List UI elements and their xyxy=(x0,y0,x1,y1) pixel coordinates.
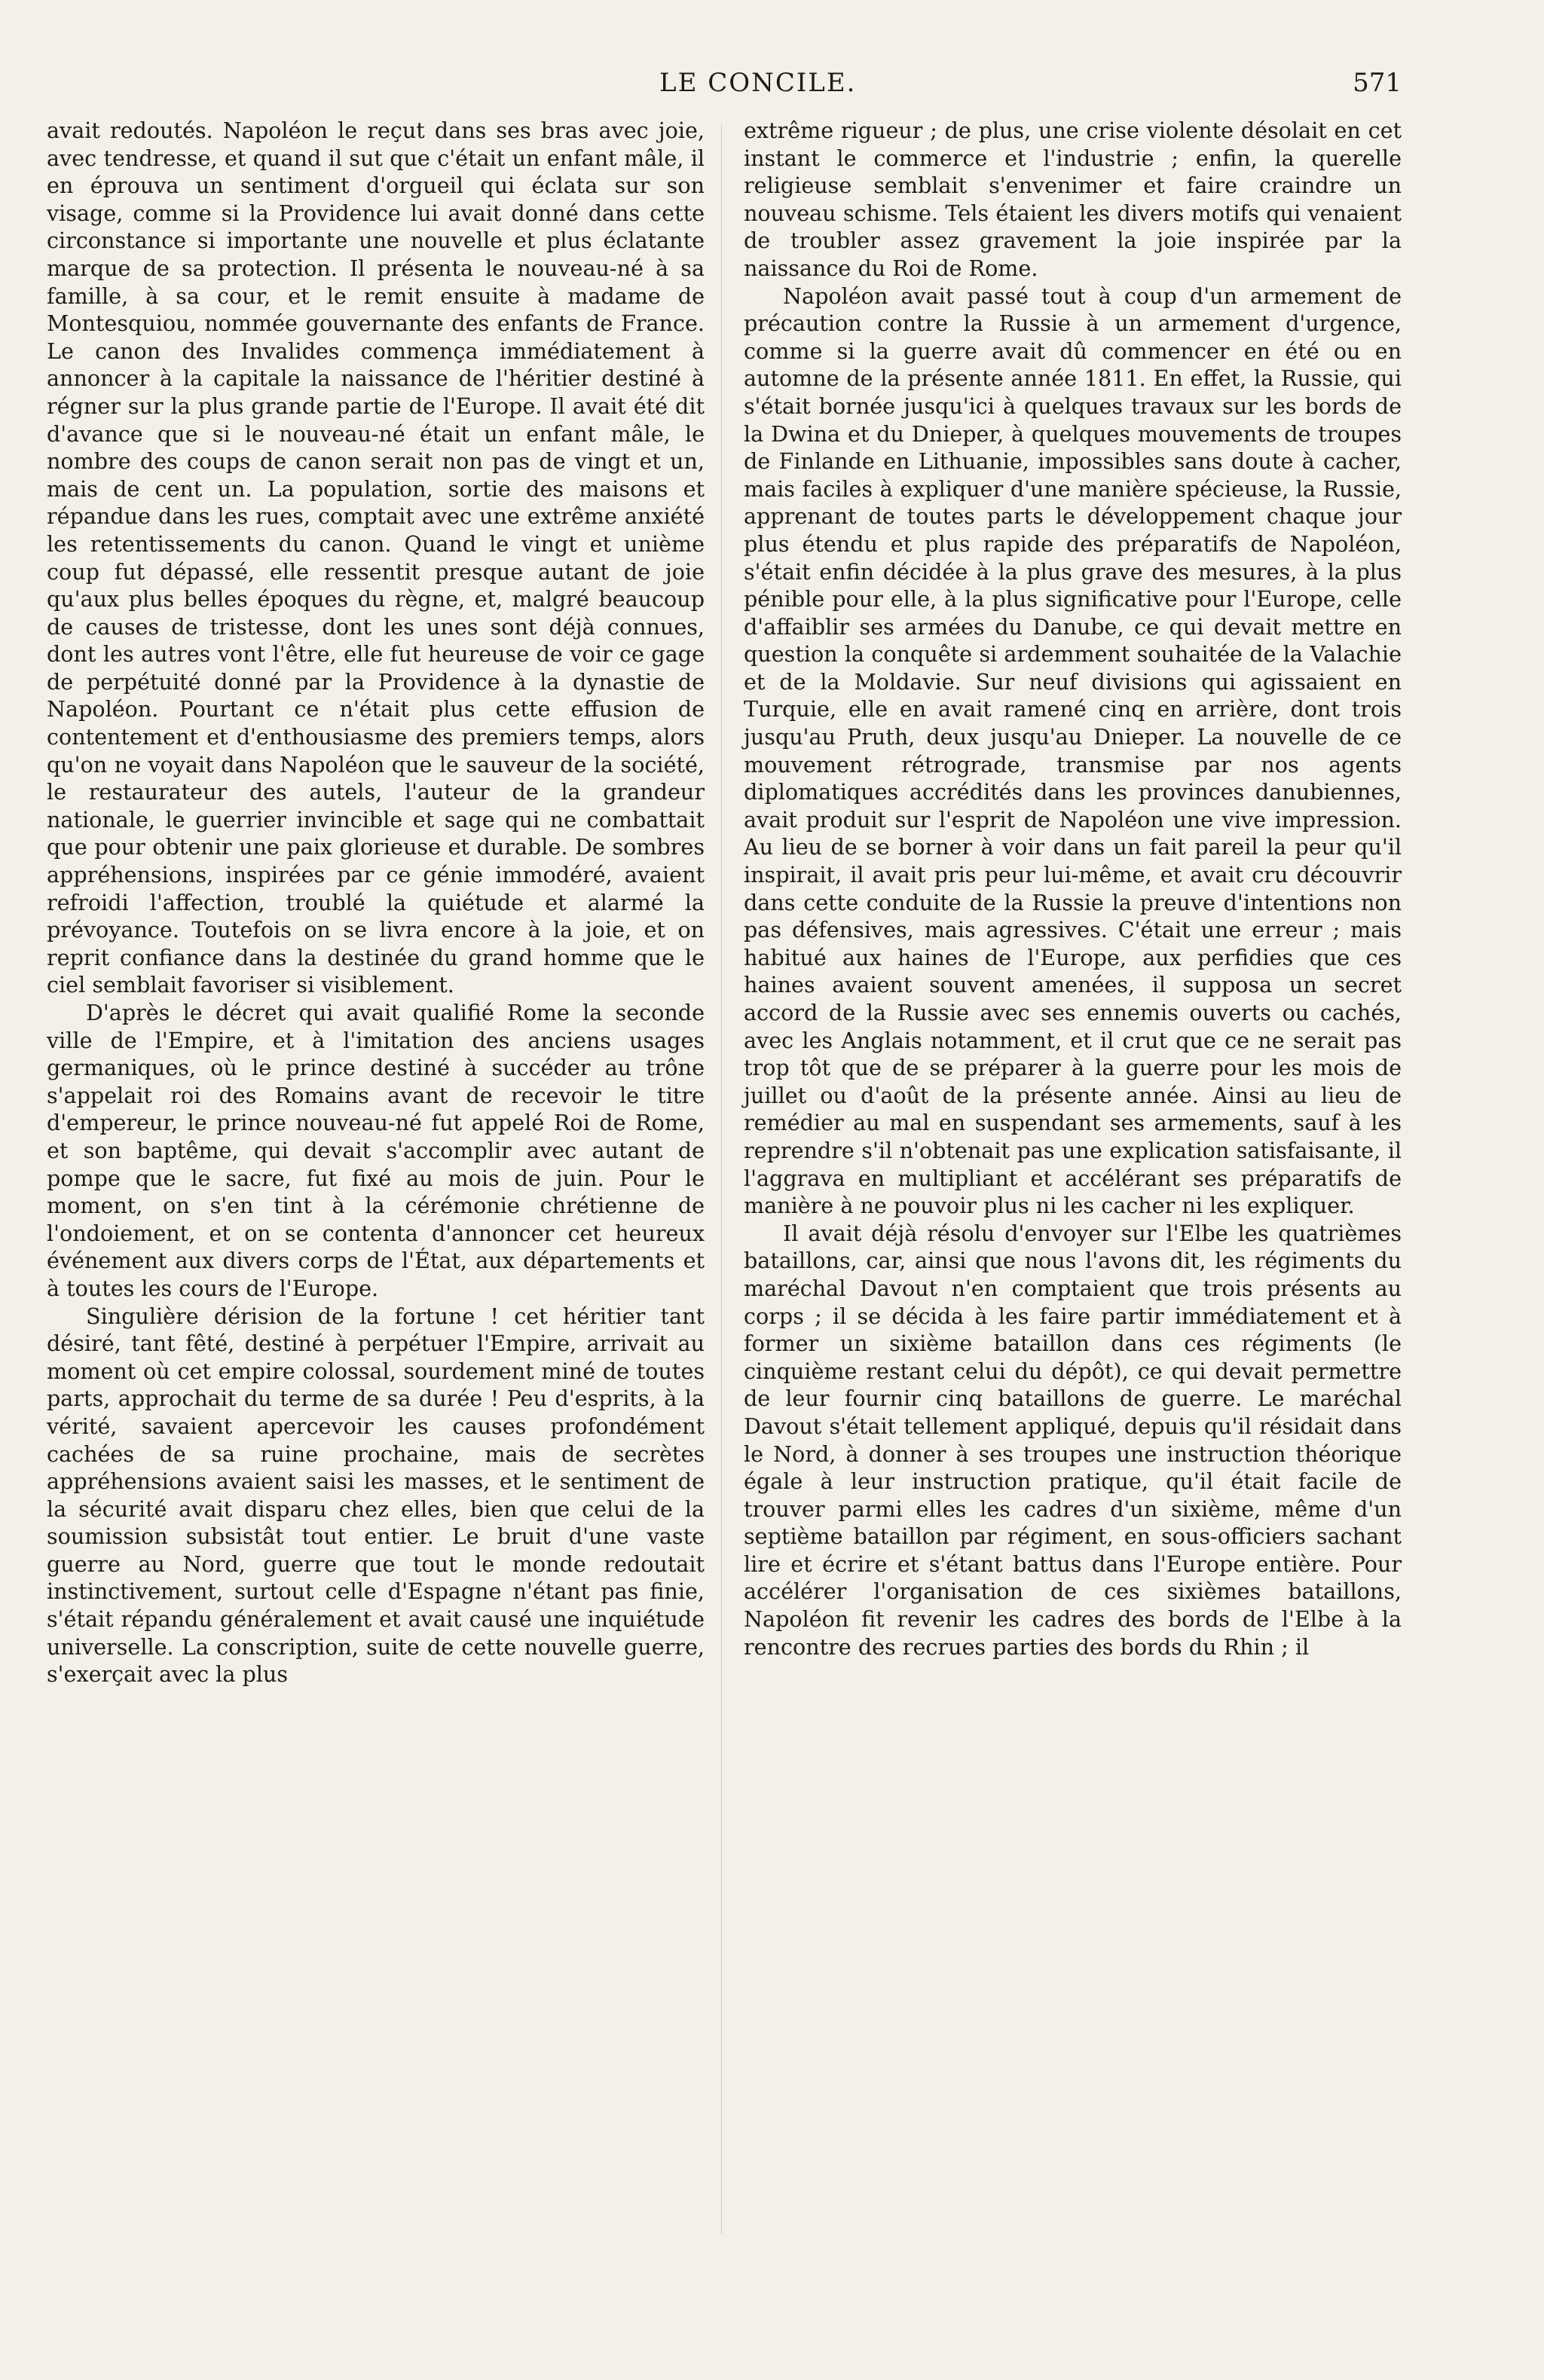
paragraph: Singulière dérision de la fortune ! cet héritier tant désiré, tant fêté, destiné à perpétuer l'Empire, arrivait au moment où cet empire colossal, sourdement miné de toutes parts, approchait du terme de sa durée ! Peu d'esprits, à la vérité, savaient apercevoir les causes profondément cachées de sa ruine prochaine, mais de secrètes appréhensions avaient saisi les masses, et le sentiment de la sécurité avait disparu chez elles, bien que celui de la soumission subsistât tout entier. Le bruit d'une vaste guerre au Nord, guerre que tout le monde redoutait instinctivement, surtout celle d'Espagne n'étant pas finie, s'était répandu généralement et avait causé une inquiétude universelle. La conscription, suite de cette nouvelle guerre, s'exerçait avec la plus xyxy=(47,1303,705,1688)
left-column xyxy=(47,117,705,1688)
paragraph: extrême rigueur ; de plus, une crise violente désolait en cet instant le commerce et l'industrie ; enfin, la querelle religieuse semblait s'envenimer et faire craindre un nouveau schisme. Tels étaient les divers motifs qui venaient de troubler assez gravement la joie inspirée par la naissance du Roi de Rome. xyxy=(744,118,1402,281)
running-title: LE CONCILE. xyxy=(659,68,857,98)
page-number: 571 xyxy=(1353,68,1402,98)
column-divider xyxy=(721,124,722,2234)
paragraph: D'après le décret qui avait qualifié Rome la seconde ville de l'Empire, et à l'imitation des anciens usages germaniques, où le prince destiné à succéder au trône s'appelait roi des Romains avant de recevoir le titre d'empereur, le prince nouveau-né fut appelé Roi de Rome, et son baptême, qui devait s'accomplir avec autant de pompe que le sacre, fut fixé au mois de juin. Pour le moment, on s'en tint à la cérémonie chrétienne de l'ondoiement, et on se contenta d'annoncer cet heureux événement aux divers corps de l'État, aux départements et à toutes les cours de l'Europe. xyxy=(47,1000,705,1301)
paragraph: Napoléon avait passé tout à coup d'un armement de précaution contre la Russie à un armement d'urgence, comme si la guerre avait dû commencer en été ou en automne de la présente année 1811. En effet, la Russie, qui s'était bornée jusqu'ici à quelques travaux sur les bords de la Dwina et du Dnieper, à quelques mouvements de troupes de Finlande en Lithuanie, impossibles sans doute à cacher, mais faciles à expliquer d'une manière spécieuse, la Russie, apprenant de toutes parts le développement chaque jour plus étendu et plus rapide des préparatifs de Napoléon, s'était enfin décidée à la plus grave des mesures, à la plus pénible pour elle, à la plus significative pour l'Europe, celle d'affaiblir ses armées du Danube, ce qui devait mettre en question la conquête si ardemment souhaitée de la Valachie et de la Moldavie. Sur neuf divisions qui agissaient en Turquie, elle en avait ramené cinq en arrière, dont trois jusqu'au Pruth, deux jusqu'au Dnieper. La nouvelle de ce mouvement rétrograde, transmise par nos agents diplomatiques accrédités dans les provinces danubiennes, avait produit sur l'esprit de Napoléon une vive impression. Au lieu de se borner à voir dans un fait pareil la peur qu'il inspirait, il avait pris peur lui-même, et avait cru découvrir dans cette conduite de la Russie la preuve d'intentions non pas défensives, mais agressives. C'était une erreur ; mais habitué aux haines de l'Europe, aux perfidies que ces haines avaient souvent amenées, il supposa un secret accord de la Russie avec ses ennemis ouverts ou cachés, avec les Anglais notamment, et il crut que ce ne serait pas trop tôt que de se préparer à la guerre pour les mois de juillet ou d'août de la présente année. Ainsi au lieu de remédier au mal en suspendant ses armements, sauf à les reprendre s'il n'obtenait pas une explication satisfaisante, il l'aggrava en multipliant et accélérant ses préparatifs de manière à ne pouvoir plus ni les cacher ni les expliquer. xyxy=(744,283,1402,1219)
paragraph: Il avait déjà résolu d'envoyer sur l'Elbe les quatrièmes bataillons, car, ainsi que nous l'avons dit, les régiments du maréchal Davout n'en comptaient que trois présents au corps ; il se décida à les faire partir immédiatement et à former un sixième bataillon dans ces régiments (le cinquième restant celui du dépôt), ce qui devait permettre de leur fournir cinq bataillons de guerre. Le maréchal Davout s'était tellement appliqué, depuis qu'il résidait dans le Nord, à donner à ses troupes une instruction théorique égale à leur instruction pratique, qu'il était facile de trouver parmi elles les cadres d'un sixième, même d'un septième bataillon par régiment, en sous-officiers sachant lire et écrire et s'étant battus dans l'Europe entière. Pour accélérer l'organisation de ces sixièmes bataillons, Napoléon fit revenir les cadres des bords de l'Elbe à la rencontre des recrues parties des bords du Rhin ; il xyxy=(744,1220,1402,1660)
page-header xyxy=(41,68,1402,113)
right-column xyxy=(744,117,1402,1661)
paragraph: avait redoutés. Napoléon le reçut dans ses bras avec joie, avec tendresse, et quand il sut que c'était un enfant mâle, il en éprouva un sentiment d'orgueil qui éclata sur son visage, comme si la Providence lui avait donné dans cette circonstance si importante une nouvelle et plus éclatante marque de sa protection. Il présenta le nouveau-né à sa famille, à sa cour, et le remit ensuite à madame de Montesquiou, nommée gouvernante des enfants de France. Le canon des Invalides commença immédiatement à annoncer à la capitale la naissance de l'héritier destiné à régner sur la plus grande partie de l'Europe. Il avait été dit d'avance que si le nouveau-né était un enfant mâle, le nombre des coups de canon serait non pas de vingt et un, mais de cent un. La population, sortie des maisons et répandue dans les rues, comptait avec une extrême anxiété les retentissements du canon. Quand le vingt et unième coup fut dépassé, elle ressentit presque autant de joie qu'aux plus belles époques du règne, et, malgré beaucoup de causes de tristesse, dont les unes sont déjà connues, dont les autres vont l'être, elle fut heureuse de voir ce gage de perpétuité donné par la Providence à la dynastie de Napoléon. Pourtant ce n'était plus cette effusion de contentement et d'enthousiasme des premiers temps, alors qu'on ne voyait dans Napoléon que le sauveur de la société, le restaurateur des autels, l'auteur de la grandeur nationale, le guerrier invincible et sage qui ne combattait que pour obtenir une paix glorieuse et durable. De sombres appréhensions, inspirées par ce génie immodéré, avaient refroidi l'affection, troublé la quiétude et alarmé la prévoyance. Toutefois on se livra encore à la joie, et on reprit confiance dans la destinée du grand homme que le ciel semblait favoriser si visiblement. xyxy=(47,118,705,998)
